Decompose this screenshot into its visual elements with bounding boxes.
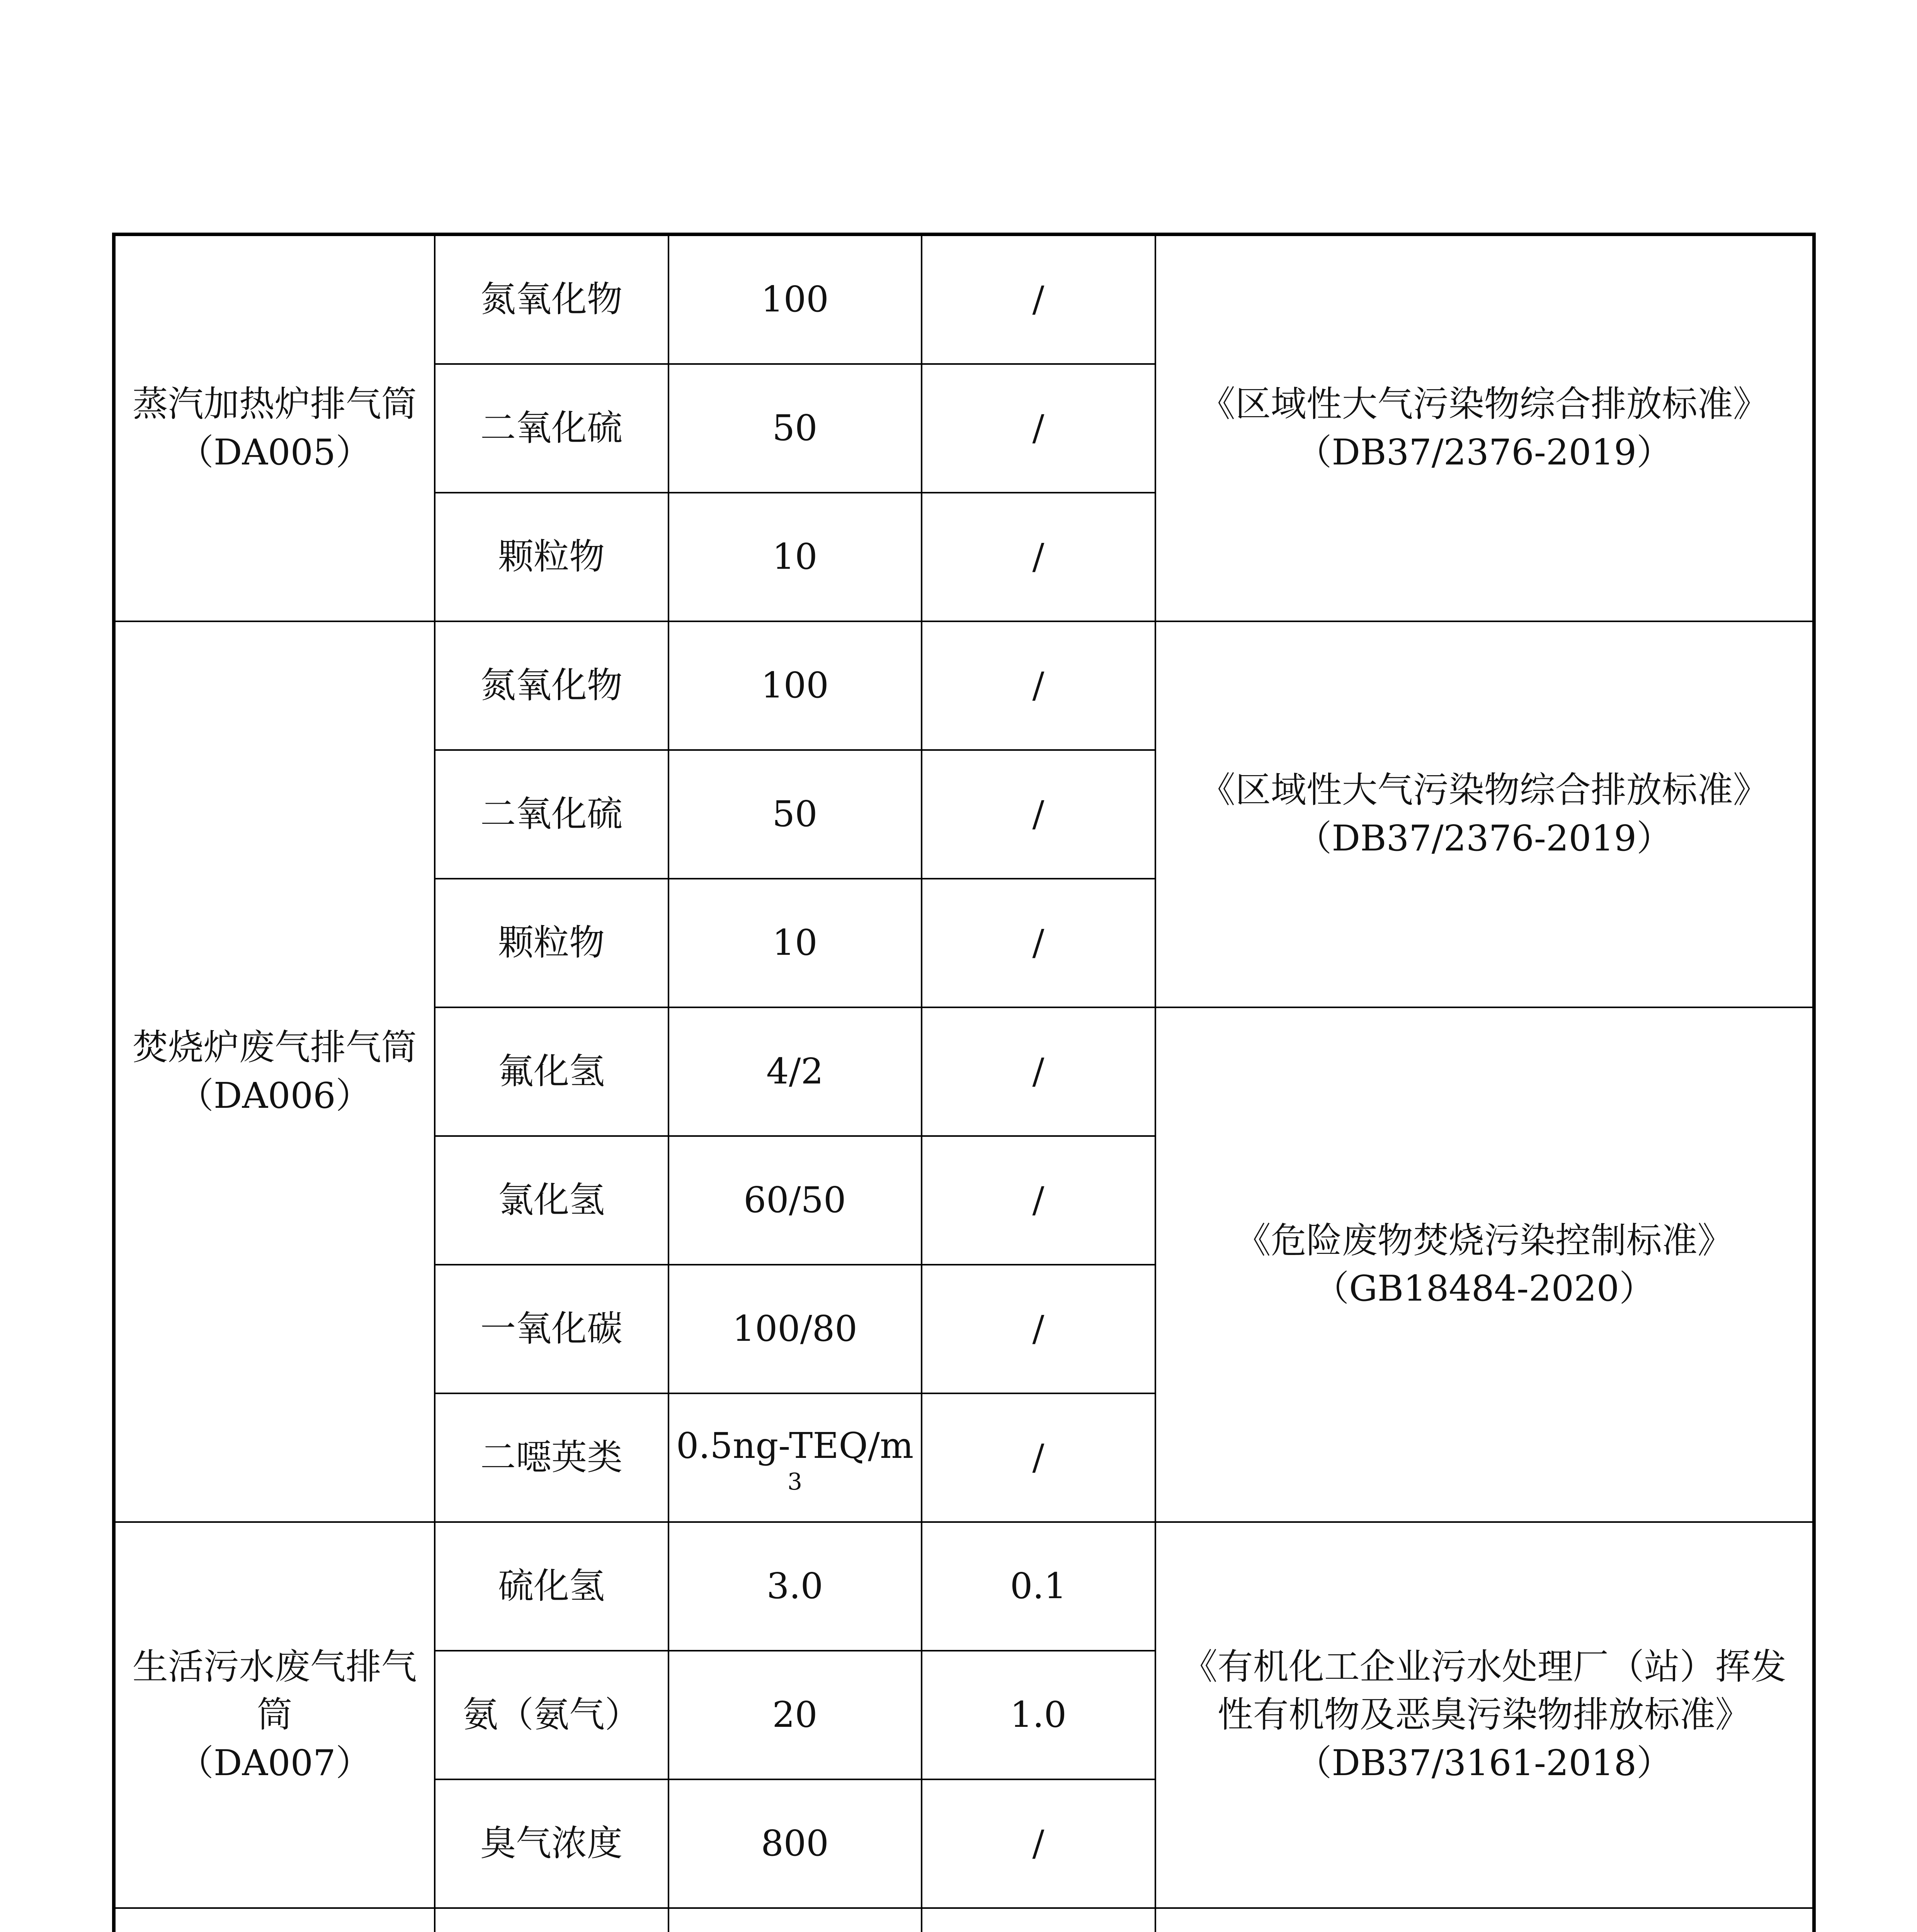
concentration-cell: 4/2 (668, 1007, 922, 1136)
concentration-cell (668, 1908, 922, 1932)
concentration-cell: 20 (668, 1651, 922, 1779)
pollutant-cell: 一氧化碳 (435, 1265, 668, 1393)
standard-code: （DB37/3161-2018） (1296, 1742, 1672, 1784)
pollutant-cell: 臭气浓度 (435, 1779, 668, 1908)
source-cell-da006 (114, 621, 435, 1522)
rate-cell: 1.0 (922, 1651, 1155, 1779)
source-name: 生活污水废气排气筒 (132, 1646, 417, 1736)
concentration-cell: 100/80 (668, 1265, 922, 1393)
rate-cell: / (922, 1779, 1155, 1908)
standard-cell (1155, 235, 1814, 622)
pollutant-cell: 氮氧化物 (435, 235, 668, 364)
standard-cell (1155, 621, 1814, 1007)
concentration-cell: 50 (668, 750, 922, 879)
table-row (114, 621, 1814, 750)
concentration-cell: 100 (668, 621, 922, 750)
rate-cell: / (922, 750, 1155, 879)
table-row (114, 235, 1814, 364)
source-name: 蒸汽加热炉排气筒（DA005） (132, 383, 417, 473)
standard-name: 《区域性大气污染物综合排放标准》 (1199, 383, 1769, 425)
standard-code: （GB18484-2020） (1313, 1268, 1655, 1309)
pollutant-cell: 氨（氨气） (435, 1651, 668, 1779)
standard-name: 《区域性大气污染物综合排放标准》 (1199, 769, 1769, 811)
standard-code: （DB37/2376-2019） (1296, 817, 1672, 859)
pollutant-cell: 氟化氢 (435, 1007, 668, 1136)
rate-cell: / (922, 493, 1155, 621)
standard-name: 《有机化工企业污水处理厂（站）挥发性有机物及恶臭污染物排放标准》 (1182, 1646, 1786, 1736)
concentration-cell: 100 (668, 235, 922, 364)
concentration-cell: 10 (668, 879, 922, 1007)
pollutant-cell: 二氧化硫 (435, 750, 668, 879)
standard-cell (1155, 1007, 1814, 1522)
rate-cell: / (922, 621, 1155, 750)
table-row (114, 1522, 1814, 1651)
pollutant-cell: 二氧化硫 (435, 364, 668, 493)
source-code: （DA006） (178, 1075, 371, 1116)
rate-cell: / (922, 879, 1155, 1007)
rate-cell: / (922, 1007, 1155, 1136)
rate-cell: / (922, 235, 1155, 364)
source-cell-da007 (114, 1522, 435, 1908)
pollutant-cell: 颗粒物 (435, 879, 668, 1007)
concentration-cell: 10 (668, 493, 922, 621)
rate-cell: / (922, 1393, 1155, 1522)
rate-cell: 0.1 (922, 1522, 1155, 1651)
emission-standards-table (112, 233, 1816, 1932)
rate-cell: / (922, 1136, 1155, 1265)
concentration-cell: 800 (668, 1779, 922, 1908)
concentration-cell: 60/50 (668, 1136, 922, 1265)
pollutant-cell: 二噁英类 (435, 1393, 668, 1522)
standard-name: 《危险废物焚烧污染控制标准》 (1235, 1219, 1733, 1261)
concentration-cell (668, 1393, 922, 1522)
pollutant-cell: 颗粒物 (435, 493, 668, 621)
rate-cell (922, 1908, 1155, 1932)
standard-code: （DB37/2376-2019） (1296, 431, 1672, 473)
rate-cell: / (922, 1265, 1155, 1393)
pollutant-cell (435, 1908, 668, 1932)
source-code: （DA007） (178, 1742, 371, 1784)
pollutant-cell: 硫化氢 (435, 1522, 668, 1651)
table-row (114, 1908, 1814, 1932)
standard-cell (1155, 1522, 1814, 1908)
pollutant-cell: 氯化氢 (435, 1136, 668, 1265)
concentration-cell: 3.0 (668, 1522, 922, 1651)
concentration-subscript: 3 (787, 1468, 803, 1495)
source-name: 焚烧炉废气排气筒 (132, 1027, 417, 1068)
source-cell-da005 (114, 235, 435, 622)
standard-cell (1155, 1908, 1814, 1932)
source-cell-da008 (114, 1908, 435, 1932)
rate-cell: / (922, 364, 1155, 493)
pollutant-cell: 氮氧化物 (435, 621, 668, 750)
concentration-cell: 50 (668, 364, 922, 493)
concentration-main: 0.5ng-TEQ/m (676, 1425, 914, 1467)
